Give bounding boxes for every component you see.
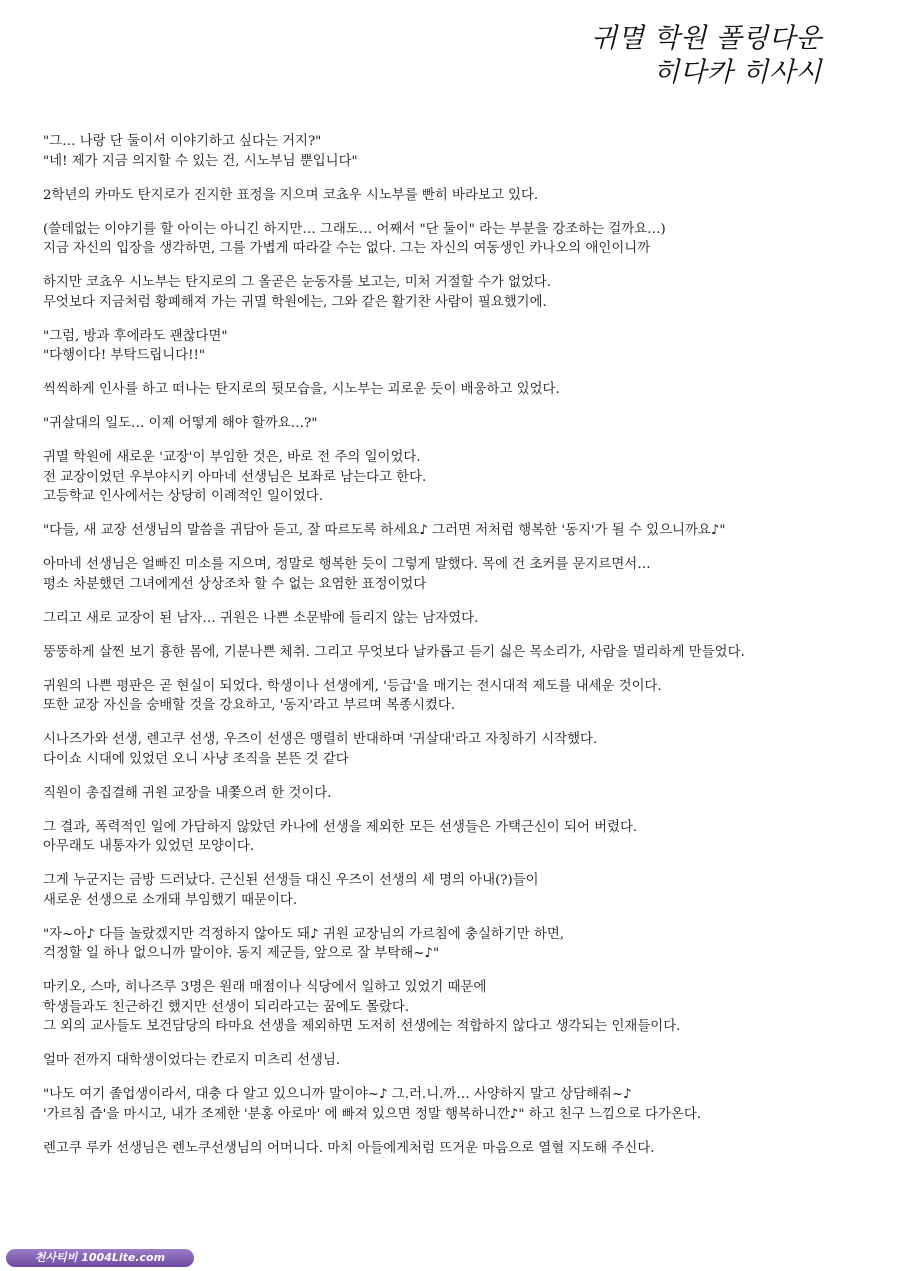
- text-line: "다들, 새 교장 선생님의 말씀을 귀담아 듣고, 잘 따르도록 하세요♪ 그러면 저처럼 행복한 '동지'가 될 수 있으니까요♪": [43, 523, 726, 538]
- text-line: 또한 교장 자신을 숭배할 것을 강요하고, '동지'라고 부르며 복종시켰다.: [43, 698, 456, 713]
- text-line: (쓸데없는 이야기를 할 아이는 아니긴 하지만… 그래도… 어째서 "단 둘이" 라는 부분을 강조하는 걸까요…): [43, 221, 666, 237]
- text-line: 그리고 새로 교장이 된 남자… 귀원은 나쁜 소문밖에 들리지 않는 남자였다.: [43, 610, 479, 626]
- text-line: 그 결과, 폭력적인 일에 가담하지 않았던 카나에 선생을 제외한 모든 선생들은 가택근신이 되어 버렸다.: [43, 819, 638, 835]
- paragraph: [43, 220, 873, 259]
- text-line: 귀멸 학원에 새로운 '교장'이 부임한 것은, 바로 전 주의 일이었다.: [43, 450, 421, 465]
- paragraph: [43, 871, 873, 910]
- text-line: "그럼, 방과 후에라도 괜찮다면": [43, 328, 228, 344]
- text-line: 마키오, 스마, 히나즈루 3명은 원래 매점이나 식당에서 일하고 있었기 때문에: [43, 980, 487, 995]
- text-line: "귀살대의 일도… 이제 어떻게 해야 할까요…?": [43, 416, 318, 431]
- title-block: [591, 22, 822, 90]
- paragraph: [43, 1051, 873, 1071]
- text-line: 고등학교 인사에서는 상당히 이례적인 일이었다.: [43, 489, 323, 504]
- paragraph: [43, 380, 873, 400]
- story-title: 귀멸 학원 폴링다운: [591, 23, 822, 54]
- author-name: 히다카 히사시: [653, 57, 822, 88]
- text-line: 다이쇼 시대에 있었던 오니 사냥 조직을 본뜬 것 같다: [43, 751, 349, 767]
- text-line: '가르침 즙'을 마시고, 내가 조제한 '분홍 아로마' 에 빠져 있으면 정말 행복하니깐♪" 하고 친구 느낌으로 다가온다.: [43, 1106, 702, 1122]
- paragraph: [43, 132, 873, 171]
- text-line: 걱정할 일 하나 없으니까 말이야. 동지 제군들, 앞으로 잘 부탁해~♪": [43, 946, 440, 961]
- text-line: 그 외의 교사들도 보건담당의 타마요 선생을 제외하면 도저히 선생에는 적합하지 않다고 생각되는 인재들이다.: [43, 1019, 681, 1034]
- text-line: 새로운 선생으로 소개돼 부임했기 때문이다.: [43, 892, 298, 908]
- site-watermark: 천사티비 1004Lite.com: [6, 1249, 194, 1267]
- paragraph: [43, 273, 873, 312]
- text-line: "네! 제가 지금 의지할 수 있는 건, 시노부님 뿐입니다": [43, 153, 358, 169]
- paragraph: [43, 1139, 873, 1159]
- text-line: "다행이다! 부탁드립니다!!": [43, 348, 206, 363]
- text-line: 지금 자신의 입장을 생각하면, 그를 가볍게 따라갈 수는 없다. 그는 자신의 여동생인 카나오의 애인이니까: [43, 241, 651, 256]
- text-line: 직원이 총집결해 귀원 교장을 내쫓으려 한 것이다.: [43, 785, 332, 801]
- text-line: 2학년의 카마도 탄지로가 진지한 표정을 지으며 코쵸우 시노부를 빤히 바라보고 있다.: [43, 187, 539, 203]
- paragraph: [43, 643, 873, 663]
- paragraph: [43, 978, 873, 1037]
- text-line: 아무래도 내통자가 있었던 모양이다.: [43, 839, 255, 854]
- paragraph: [43, 448, 873, 507]
- text-line: 평소 차분했던 그녀에게선 상상조차 할 수 없는 요염한 표정이었다: [43, 576, 427, 592]
- paragraph: [43, 925, 873, 964]
- text-line: 그게 누군지는 금방 드러났다. 근신된 선생들 대신 우즈이 선생의 세 명의 아내(?)들이: [43, 873, 539, 888]
- text-line: 학생들과도 친근하긴 했지만 선생이 되리라고는 꿈에도 몰랐다.: [43, 999, 410, 1015]
- text-line: 씩씩하게 인사를 하고 떠나는 탄지로의 뒷모습을, 시노부는 괴로운 듯이 배웅하고 있었다.: [43, 382, 560, 397]
- text-line: 무엇보다 지금처럼 황폐해져 가는 귀멸 학원에는, 그와 같은 활기찬 사람이 필요했기에.: [43, 294, 547, 310]
- paragraph: [43, 521, 873, 541]
- text-line: 얼마 전까지 대학생이었다는 칸로지 미츠리 선생님.: [43, 1053, 341, 1068]
- paragraph: [43, 609, 873, 629]
- paragraph: [43, 1085, 873, 1124]
- paragraph: [43, 327, 873, 366]
- story-body: [43, 132, 873, 1173]
- paragraph: [43, 186, 873, 206]
- text-line: 하지만 코쵸우 시노부는 탄지로의 그 올곧은 눈동자를 보고는, 미처 거절할 수가 없었다.: [43, 275, 552, 290]
- text-line: "나도 여기 졸업생이라서, 대충 다 알고 있으니까 말이야~♪ 그.러.니.까… 사양하지 말고 상담해줘~♪: [43, 1087, 632, 1102]
- text-line: 전 교장이었던 우부야시키 아마네 선생님은 보좌로 남는다고 한다.: [43, 469, 427, 485]
- paragraph: [43, 677, 873, 716]
- paragraph: [43, 784, 873, 804]
- text-line: "자~아♪ 다들 놀랐겠지만 걱정하지 않아도 돼♪ 귀원 교장님의 가르침에 충실하기만 하면,: [43, 926, 565, 942]
- text-line: "그… 나랑 단 둘이서 이야기하고 싶다는 거지?": [43, 134, 322, 149]
- text-line: 시나즈가와 선생, 렌고쿠 선생, 우즈이 선생은 맹렬히 반대하며 '귀살대'라고 자칭하기 시작했다.: [43, 732, 598, 747]
- text-line: 아마네 선생님은 얼빠진 미소를 지으며, 정말로 행복한 듯이 그렇게 말했다. 목에 건 초커를 문지르면서…: [43, 557, 651, 572]
- text-line: 귀원의 나쁜 평판은 곧 현실이 되었다. 학생이나 선생에게, '등급'을 매기는 전시대적 제도를 내세운 것이다.: [43, 678, 662, 694]
- text-line: 뚱뚱하게 살찐 보기 흉한 몸에, 기분나쁜 체취. 그리고 무엇보다 날카롭고 듣기 싫은 목소리가, 사람을 멀리하게 만들었다.: [43, 644, 745, 660]
- text-line: 렌고쿠 루카 선생님은 렌노쿠선생님의 어머니다. 마치 아들에게처럼 뜨거운 마음으로 열혈 지도해 주신다.: [43, 1140, 655, 1156]
- paragraph: [43, 555, 873, 594]
- paragraph: [43, 414, 873, 434]
- paragraph: [43, 730, 873, 769]
- paragraph: [43, 818, 873, 857]
